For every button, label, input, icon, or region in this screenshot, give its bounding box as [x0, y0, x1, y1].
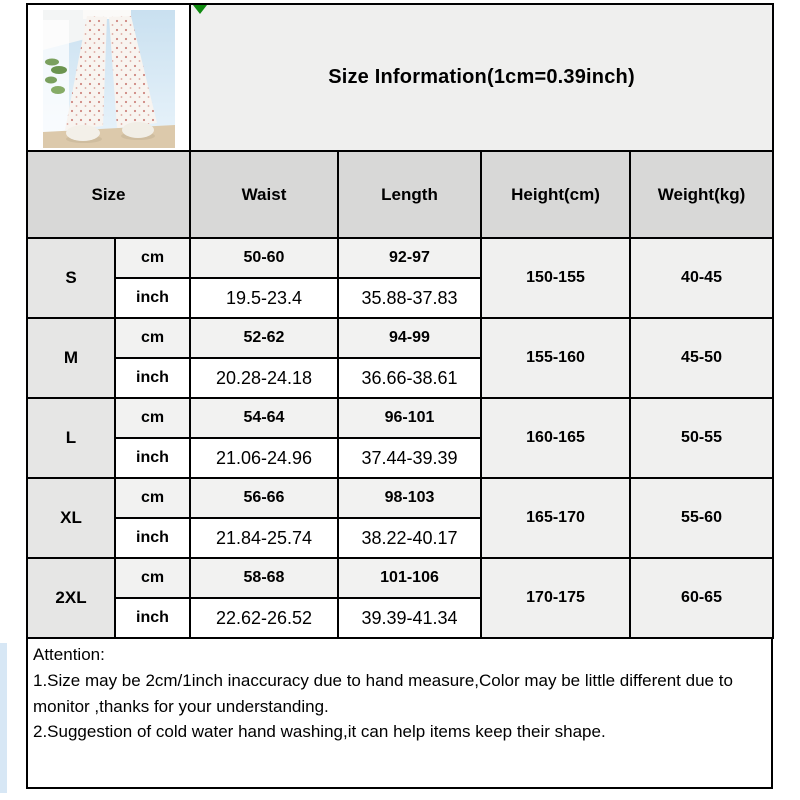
waist-inch-value: 22.62-26.52	[190, 598, 338, 638]
unit-label-inch: inch	[115, 518, 190, 558]
attention-heading: Attention:	[33, 645, 105, 664]
unit-label-cm: cm	[115, 558, 190, 598]
size-label-2xl: 2XL	[27, 558, 115, 638]
table-row-l-cm	[27, 398, 773, 438]
waist-cm-value: 58-68	[190, 558, 338, 598]
page-title: Size Information(1cm=0.39inch)	[328, 66, 635, 88]
table-row-m-cm	[27, 318, 773, 358]
unit-label-inch: inch	[115, 438, 190, 478]
length-inch-value: 39.39-41.34	[338, 598, 481, 638]
unit-label-cm: cm	[115, 398, 190, 438]
column-header-size: Size	[27, 151, 190, 238]
height-value: 150-155	[481, 238, 630, 318]
size-table	[26, 3, 774, 639]
size-chart-content	[26, 3, 773, 789]
waist-inch-value: 19.5-23.4	[190, 278, 338, 318]
waist-cm-value: 56-66	[190, 478, 338, 518]
column-header-row	[27, 151, 773, 238]
title-cell	[190, 4, 773, 151]
attention-box	[26, 637, 773, 789]
shoe-left	[66, 125, 100, 141]
unit-label-inch: inch	[115, 598, 190, 638]
table-row-2xl-cm	[27, 558, 773, 598]
height-value: 160-165	[481, 398, 630, 478]
unit-label-cm: cm	[115, 318, 190, 358]
waist-cm-value: 52-62	[190, 318, 338, 358]
length-cm-value: 101-106	[338, 558, 481, 598]
waist-inch-value: 21.06-24.96	[190, 438, 338, 478]
photo-title-row	[27, 4, 773, 151]
height-value: 170-175	[481, 558, 630, 638]
weight-value: 50-55	[630, 398, 773, 478]
size-label-l: L	[27, 398, 115, 478]
waist-inch-value: 21.84-25.74	[190, 518, 338, 558]
unit-label-inch: inch	[115, 358, 190, 398]
column-header-waist: Waist	[190, 151, 338, 238]
length-cm-value: 92-97	[338, 238, 481, 278]
product-photo	[43, 10, 175, 148]
table-row-xl-cm	[27, 478, 773, 518]
size-label-s: S	[27, 238, 115, 318]
attention-note-2: 2.Suggestion of cold water hand washing,it can help items keep their shape.	[33, 722, 606, 742]
unit-label-inch: inch	[115, 278, 190, 318]
waist-inch-value: 20.28-24.18	[190, 358, 338, 398]
column-header-weight: Weight(kg)	[630, 151, 773, 238]
size-label-m: M	[27, 318, 115, 398]
length-inch-value: 37.44-39.39	[338, 438, 481, 478]
length-cm-value: 96-101	[338, 398, 481, 438]
attention-note-1: 1.Size may be 2cm/1inch inaccuracy due to hand measure,Color may be little different due to monitor ,thanks for your understanding.	[33, 670, 733, 716]
product-photo-cell	[27, 4, 190, 151]
waist-cm-value: 54-64	[190, 398, 338, 438]
unit-label-cm: cm	[115, 238, 190, 278]
shoe-right	[122, 122, 154, 138]
table-row-s-cm	[27, 238, 773, 278]
weight-value: 45-50	[630, 318, 773, 398]
column-header-length: Length	[338, 151, 481, 238]
waist-cm-value: 50-60	[190, 238, 338, 278]
length-cm-value: 94-99	[338, 318, 481, 358]
curtain	[43, 20, 69, 132]
title-wrapper	[191, 5, 772, 150]
left-edge-blue-strip	[0, 643, 7, 793]
weight-value: 40-45	[630, 238, 773, 318]
height-value: 155-160	[481, 318, 630, 398]
column-header-height: Height(cm)	[481, 151, 630, 238]
weight-value: 55-60	[630, 478, 773, 558]
weight-value: 60-65	[630, 558, 773, 638]
length-inch-value: 36.66-38.61	[338, 358, 481, 398]
height-value: 165-170	[481, 478, 630, 558]
green-corner-marker-icon	[193, 5, 207, 14]
length-cm-value: 98-103	[338, 478, 481, 518]
length-inch-value: 35.88-37.83	[338, 278, 481, 318]
unit-label-cm: cm	[115, 478, 190, 518]
size-label-xl: XL	[27, 478, 115, 558]
length-inch-value: 38.22-40.17	[338, 518, 481, 558]
